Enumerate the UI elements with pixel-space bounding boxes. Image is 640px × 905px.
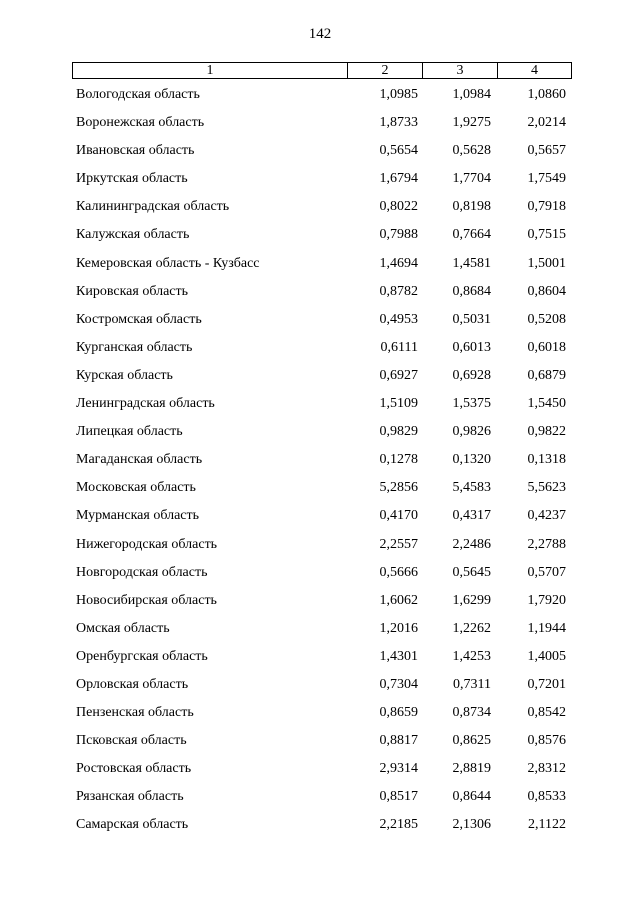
value-col-2: 1,8733 [379, 115, 418, 131]
table-row [0, 114, 640, 142]
region-name: Костромская область [76, 311, 202, 327]
value-col-3: 0,5628 [452, 143, 491, 159]
value-col-4: 0,5707 [527, 564, 566, 580]
region-name: Ростовская область [76, 761, 192, 777]
value-col-2: 0,5654 [379, 143, 418, 159]
value-col-4: 0,8604 [527, 283, 566, 299]
value-col-4: 1,1944 [527, 620, 566, 636]
table-row [0, 367, 640, 395]
table-row [0, 423, 640, 451]
region-name: Московская область [76, 480, 196, 496]
header-cell-1: 1 [73, 63, 348, 78]
value-col-4: 5,5623 [527, 480, 566, 496]
table-row [0, 816, 640, 844]
table-row [0, 142, 640, 170]
value-col-4: 1,7549 [527, 171, 566, 187]
value-col-3: 0,8198 [452, 199, 491, 215]
value-col-4: 1,0860 [527, 87, 566, 102]
value-col-2: 1,6794 [379, 171, 418, 187]
header-cell-2: 2 [348, 63, 423, 78]
region-name: Новгородская область [76, 564, 208, 580]
region-name: Нижегородская область [76, 536, 218, 552]
value-col-2: 0,5666 [379, 564, 418, 580]
value-col-4: 0,8533 [527, 789, 566, 805]
table-row [0, 704, 640, 732]
value-col-4: 0,8576 [527, 733, 566, 749]
value-col-3: 1,0984 [452, 87, 491, 102]
value-col-4: 0,8542 [527, 705, 566, 721]
table-row [0, 395, 640, 423]
table-row [0, 592, 640, 620]
value-col-4: 0,7201 [527, 676, 566, 692]
value-col-2: 1,5109 [379, 396, 418, 412]
value-col-2: 1,2016 [379, 620, 418, 636]
table-row [0, 536, 640, 564]
region-name: Пензенская область [76, 705, 194, 721]
region-name: Липецкая область [76, 424, 183, 440]
value-col-2: 1,6062 [379, 592, 418, 608]
value-col-3: 1,5375 [452, 396, 491, 412]
region-name: Мурманская область [76, 508, 200, 524]
value-col-2: 0,7304 [379, 676, 418, 692]
table-row [0, 676, 640, 704]
region-name: Калужская область [76, 227, 190, 243]
value-col-3: 0,8625 [452, 733, 491, 749]
table-header [72, 62, 572, 79]
region-name: Орловская область [76, 676, 189, 692]
value-col-3: 0,6928 [452, 367, 491, 383]
value-col-3: 0,8644 [452, 789, 491, 805]
value-col-3: 0,8734 [452, 705, 491, 721]
value-col-2: 0,6927 [379, 367, 418, 383]
value-col-3: 2,8819 [452, 761, 491, 777]
value-col-2: 0,8782 [379, 283, 418, 299]
value-col-4: 1,5001 [527, 255, 566, 271]
value-col-3: 1,6299 [452, 592, 491, 608]
value-col-3: 2,1306 [452, 817, 491, 833]
table-row [0, 479, 640, 507]
value-col-3: 0,5645 [452, 564, 491, 580]
value-col-4: 1,4005 [527, 648, 566, 664]
value-col-2: 0,9829 [379, 424, 418, 440]
page-number: 142 [308, 26, 332, 42]
value-col-2: 1,4301 [379, 648, 418, 664]
value-col-4: 0,6879 [527, 367, 566, 383]
table-row [0, 451, 640, 479]
region-name: Иркутская область [76, 171, 188, 187]
region-name: Омская область [76, 620, 170, 636]
value-col-2: 2,9314 [379, 761, 418, 777]
value-col-3: 1,2262 [452, 620, 491, 636]
region-name: Псковская область [76, 733, 187, 749]
value-col-3: 0,8684 [452, 283, 491, 299]
region-name: Калининградская область [76, 199, 230, 215]
value-col-4: 1,5450 [527, 396, 566, 412]
region-name: Самарская область [76, 817, 189, 833]
table-row [0, 788, 640, 816]
region-name: Воронежская область [76, 115, 205, 131]
header-cell-4: 4 [531, 63, 538, 78]
value-col-2: 0,4170 [379, 508, 418, 524]
value-col-4: 2,2788 [527, 536, 566, 552]
table-row [0, 198, 640, 226]
value-col-3: 0,9826 [452, 424, 491, 440]
table-row [0, 170, 640, 198]
table-row [0, 283, 640, 311]
region-name: Вологодская область [76, 87, 200, 102]
value-col-3: 0,7664 [452, 227, 491, 243]
value-col-2: 5,2856 [379, 480, 418, 496]
value-col-3: 0,7311 [453, 676, 491, 692]
value-col-3: 5,4583 [452, 480, 491, 496]
value-col-2: 0,8817 [379, 733, 418, 749]
region-name: Оренбургская область [76, 648, 208, 664]
value-col-2: 1,4694 [379, 255, 418, 271]
value-col-4: 0,6018 [527, 339, 566, 355]
region-name: Новосибирская область [76, 592, 217, 608]
value-col-3: 0,4317 [452, 508, 491, 524]
value-col-2: 0,8022 [379, 199, 418, 215]
value-col-4: 2,8312 [527, 761, 566, 777]
table-body [0, 86, 640, 845]
value-col-3: 0,5031 [452, 311, 491, 327]
region-name: Рязанская область [76, 789, 184, 805]
table-row [0, 226, 640, 254]
table-row [0, 648, 640, 676]
value-col-4: 0,4237 [527, 508, 566, 524]
region-name: Магаданская область [76, 452, 203, 468]
value-col-4: 0,9822 [527, 424, 566, 440]
table-row [0, 732, 640, 760]
value-col-3: 1,7704 [452, 171, 491, 187]
value-col-2: 2,2557 [379, 536, 418, 552]
region-name: Ивановская область [76, 143, 195, 159]
table-row [0, 507, 640, 535]
value-col-4: 2,1122 [528, 817, 566, 833]
value-col-4: 1,7920 [527, 592, 566, 608]
value-col-3: 2,2486 [452, 536, 491, 552]
value-col-2: 0,4953 [379, 311, 418, 327]
table-row [0, 311, 640, 339]
table-row [0, 86, 640, 114]
value-col-2: 1,0985 [379, 87, 418, 102]
table-row [0, 255, 640, 283]
table-row [0, 620, 640, 648]
table-row [0, 339, 640, 367]
region-name: Ленинградская область [76, 396, 215, 412]
value-col-3: 1,4253 [452, 648, 491, 664]
value-col-2: 2,2185 [379, 817, 418, 833]
value-col-4: 0,5657 [527, 143, 566, 159]
value-col-2: 0,8659 [379, 705, 418, 721]
region-name: Кемеровская область - Кузбасс [76, 255, 260, 271]
value-col-3: 1,4581 [452, 255, 491, 271]
value-col-4: 2,0214 [527, 115, 566, 131]
value-col-4: 0,7918 [527, 199, 566, 215]
region-name: Курская область [76, 367, 173, 383]
region-name: Курганская область [76, 339, 193, 355]
table-row [0, 564, 640, 592]
value-col-4: 0,7515 [527, 227, 566, 243]
value-col-3: 1,9275 [452, 115, 491, 131]
value-col-4: 0,5208 [527, 311, 566, 327]
region-name: Кировская область [76, 283, 189, 299]
value-col-2: 0,8517 [379, 789, 418, 805]
value-col-3: 0,6013 [452, 339, 491, 355]
value-col-4: 0,1318 [527, 452, 566, 468]
header-cell-3: 3 [423, 63, 498, 78]
table-row [0, 760, 640, 788]
value-col-2: 0,6111 [380, 339, 418, 355]
value-col-3: 0,1320 [452, 452, 491, 468]
value-col-2: 0,7988 [379, 227, 418, 243]
value-col-2: 0,1278 [379, 452, 418, 468]
